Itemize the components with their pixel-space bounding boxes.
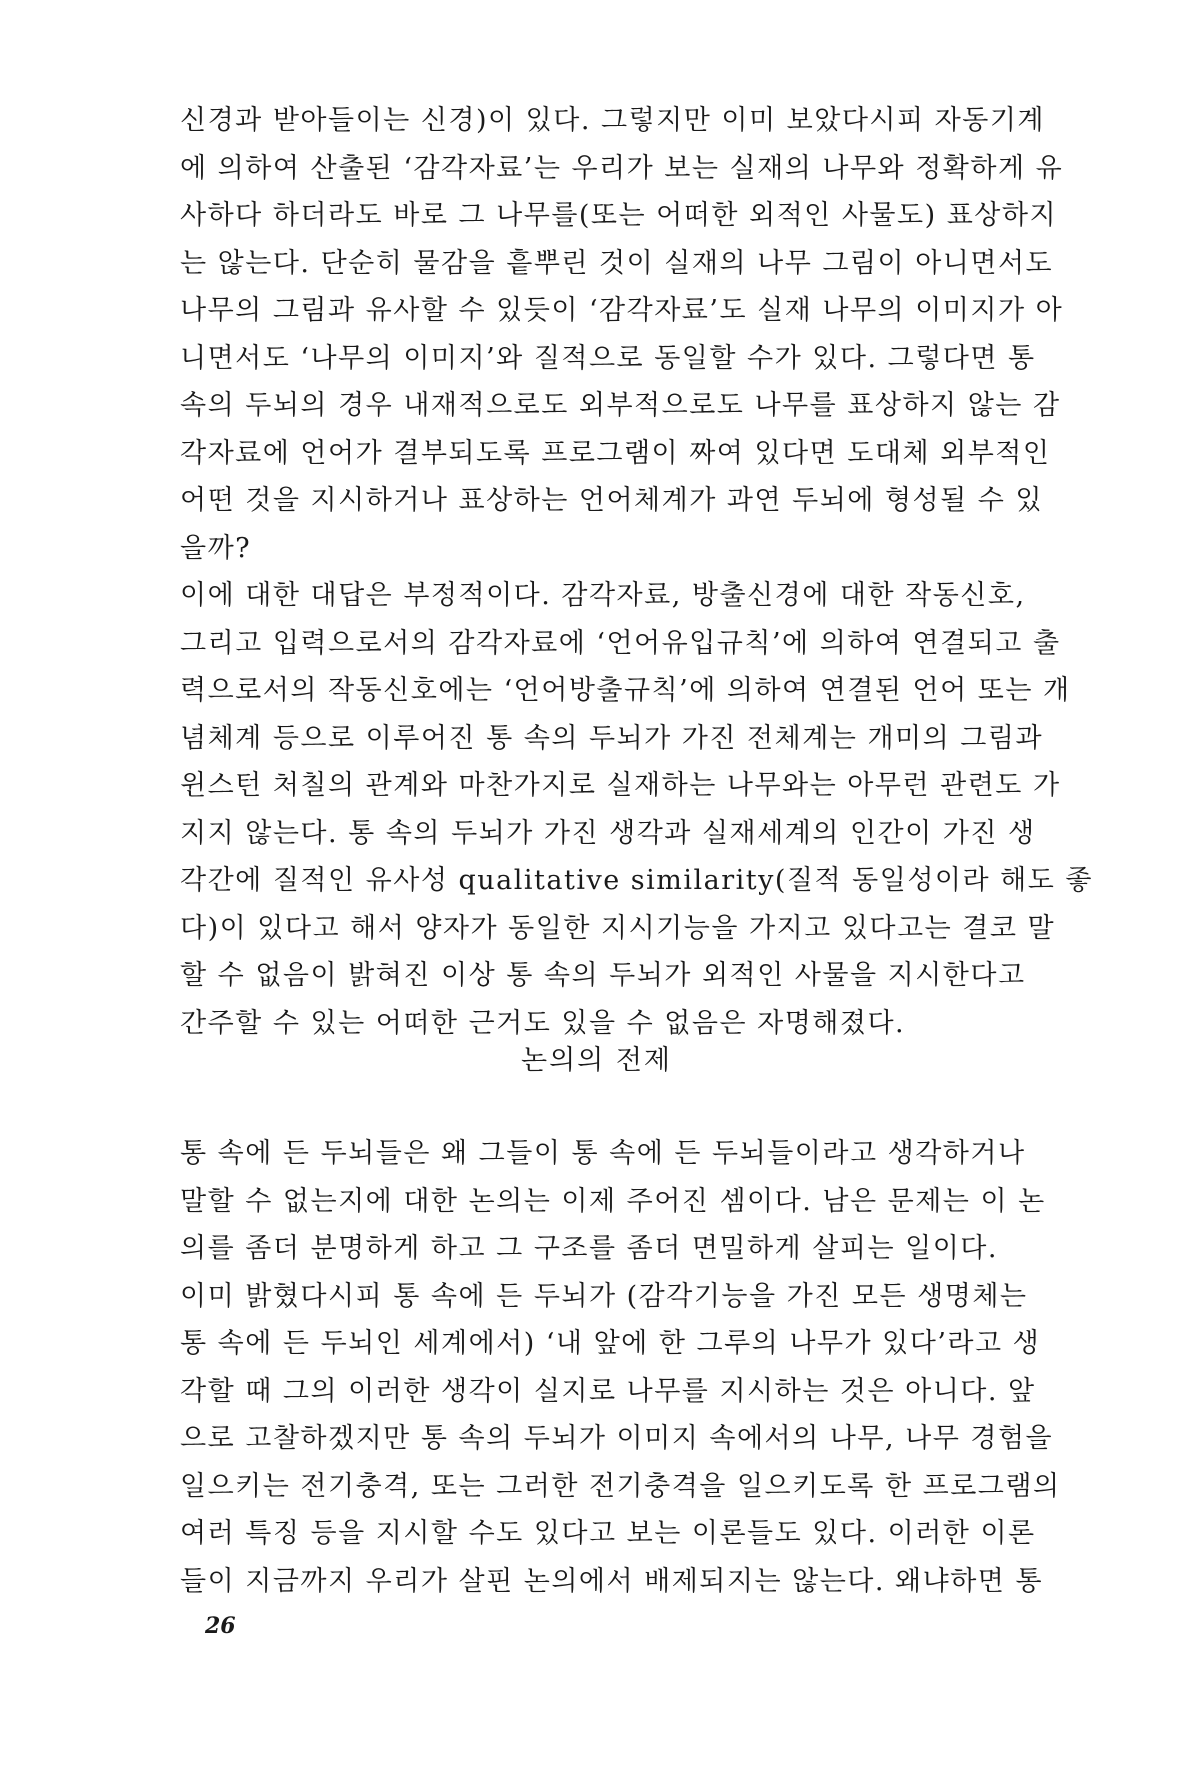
page-number: 26 (205, 1613, 236, 1639)
text-line: 윈스턴 처칠의 관계와 마찬가지로 실재하는 나무와는 아무런 관련도 가 (180, 770, 1061, 801)
body-text-lower (180, 1130, 1061, 1605)
text-line: 을까? (180, 532, 252, 564)
text-line: 지지 않는다. 통 속의 두뇌가 가진 생각과 실재세계의 인간이 가진 생 (180, 817, 1036, 849)
text-line: 속의 두뇌의 경우 내재적으로도 외부적으로도 나무를 표상하지 않는 감 (180, 390, 1061, 421)
text-line: 나무의 그림과 유사할 수 있듯이 ‘감각자료’도 실재 나무의 이미지가 아 (180, 295, 1064, 326)
text-line: 할 수 없음이 밝혀진 이상 통 속의 두뇌가 외적인 사물을 지시한다고 (180, 960, 1026, 991)
text-line: 그리고 입력으로서의 감각자료에 ‘언어유입규칙’에 의하여 연결되고 출 (180, 627, 1061, 659)
text-line: 각간에 질적인 유사성 qualitative similarity(질적 동일성이라 해도 좋 (180, 865, 1093, 896)
text-line: 는 않는다. 단순히 물감을 흩뿌린 것이 실재의 나무 그림이 아니면서도 (180, 247, 1054, 279)
text-line: 이미 밝혔다시피 통 속에 든 두뇌가 (감각기능을 가진 모든 생명체는 (180, 1280, 1028, 1312)
text-line: 다)이 있다고 해서 양자가 동일한 지시기능을 가지고 있다고는 결코 말 (180, 912, 1056, 944)
text-line: 사하다 하더라도 바로 그 나무를(또는 어떠한 외적인 사물도) 표상하지 (180, 200, 1058, 231)
text-line: 어떤 것을 지시하거나 표상하는 언어체계가 과연 두뇌에 형성될 수 있 (180, 485, 1044, 516)
text-line: 각자료에 언어가 결부되도록 프로그램이 짜여 있다면 도대체 외부적인 (180, 437, 1051, 469)
section-heading: 논의의 전제 (521, 1045, 672, 1076)
text-line: 통 속에 든 두뇌들은 왜 그들이 통 속에 든 두뇌들이라고 생각하거나 (180, 1138, 1026, 1169)
text-line: 여러 특징 등을 지시할 수도 있다고 보는 이론들도 있다. 이러한 이론 (180, 1518, 1036, 1549)
text-line: 의를 좀더 분명하게 하고 그 구조를 좀더 면밀하게 살피는 일이다. (180, 1233, 998, 1264)
text-line: 이에 대한 대답은 부정적이다. 감각자료, 방출신경에 대한 작동신호, (180, 580, 1026, 611)
text-line: 통 속에 든 두뇌인 세계에서) ‘내 앞에 한 그루의 나무가 있다’라고 생 (180, 1328, 1041, 1359)
text-line: 들이 지금까지 우리가 살핀 논의에서 배제되지는 않는다. 왜냐하면 통 (180, 1565, 1044, 1597)
text-line: 니면서도 ‘나무의 이미지’와 질적으로 동일할 수가 있다. 그렇다면 통 (180, 342, 1036, 374)
text-line: 일으키는 전기충격, 또는 그러한 전기충격을 일으키도록 한 프로그램의 (180, 1470, 1061, 1502)
text-line: 에 의하여 산출된 ‘감각자료’는 우리가 보는 실재의 나무와 정확하게 유 (180, 152, 1064, 184)
text-line: 각할 때 그의 이러한 생각이 실지로 나무를 지시하는 것은 아니다. 앞 (180, 1375, 1036, 1407)
text-line: 간주할 수 있는 어떠한 근거도 있을 수 없음은 자명해졌다. (180, 1007, 906, 1039)
text-line: 력으로서의 작동신호에는 ‘언어방출규칙’에 의하여 연결된 언어 또는 개 (180, 675, 1071, 706)
text-line: 념체계 등으로 이루어진 통 속의 두뇌가 가진 전체계는 개미의 그림과 (180, 722, 1044, 754)
text-line: 말할 수 없는지에 대한 논의는 이제 주어진 셈이다. 남은 문제는 이 논 (180, 1185, 1046, 1217)
text-line: 신경과 받아들이는 신경)이 있다. 그렇지만 이미 보았다시피 자동기계 (180, 105, 1045, 136)
text-line: 으로 고찰하겠지만 통 속의 두뇌가 이미지 속에서의 나무, 나무 경험을 (180, 1423, 1054, 1454)
body-text-upper (180, 97, 1093, 1047)
